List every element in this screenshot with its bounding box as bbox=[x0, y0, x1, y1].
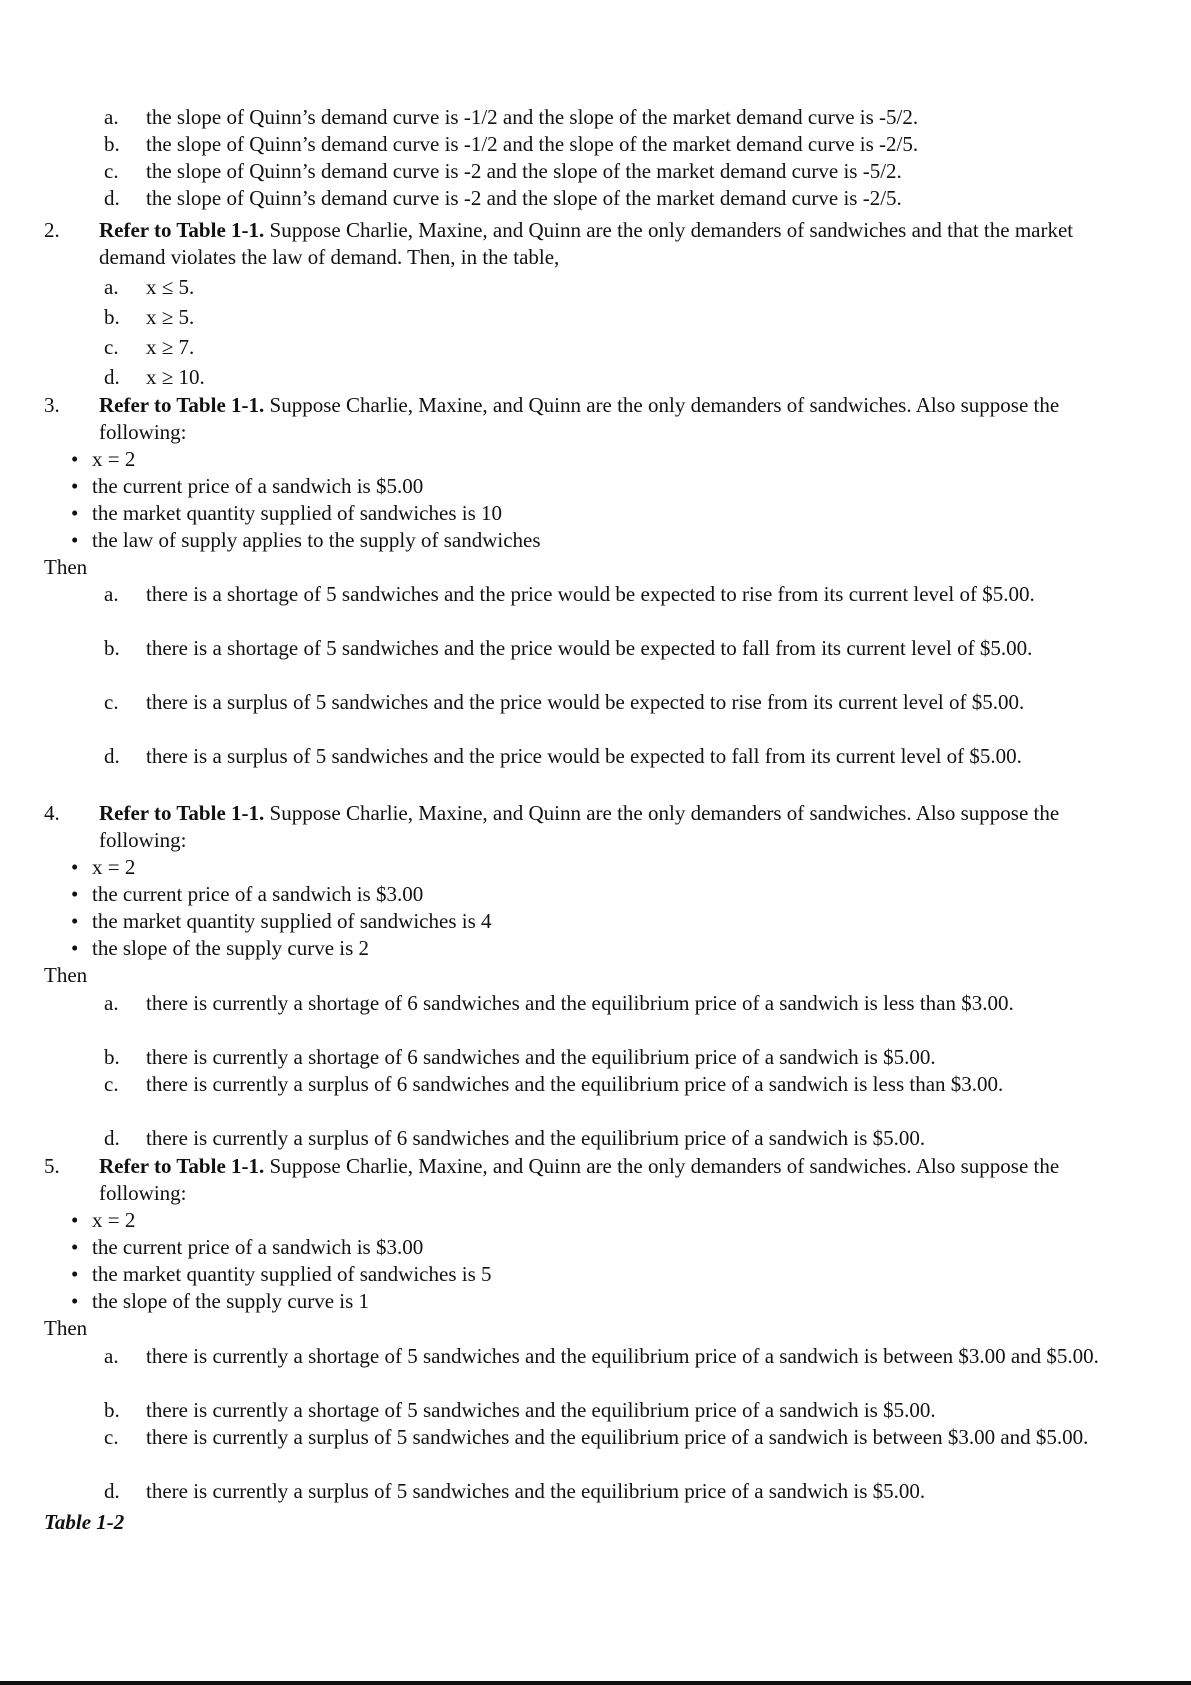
question-5 bbox=[0, 1153, 1191, 1342]
option-letter: c. bbox=[104, 335, 119, 359]
q3-option-c bbox=[0, 689, 1191, 716]
table-label: Table 1-2 bbox=[44, 1510, 125, 1534]
option-letter: a. bbox=[104, 1344, 119, 1368]
question-stem bbox=[0, 392, 1191, 446]
option-text: there is currently a shortage of 6 sandwiches and the equilibrium price of a sandwich is $5.00. bbox=[146, 1045, 936, 1069]
bullet-text: the law of supply applies to the supply of sandwiches bbox=[92, 528, 541, 552]
q5-bullet bbox=[0, 1261, 1191, 1288]
option-text: the slope of Quinn’s demand curve is -1/2 and the slope of the market demand curve is -5/2. bbox=[146, 105, 919, 129]
option-letter: d. bbox=[104, 744, 120, 768]
question-number: 4. bbox=[44, 801, 60, 825]
q3-bullet bbox=[0, 446, 1191, 473]
q3-option-b bbox=[0, 635, 1191, 662]
question-4 bbox=[0, 800, 1191, 989]
option-letter: a. bbox=[104, 105, 119, 129]
option-letter: d. bbox=[104, 365, 120, 389]
bullet-text: the current price of a sandwich is $5.00 bbox=[92, 474, 424, 498]
option-text: there is a shortage of 5 sandwiches and the price would be expected to rise from its current level of $5.00. bbox=[146, 582, 1035, 606]
option-text: there is currently a shortage of 5 sandwiches and the equilibrium price of a sandwich is between $3.00 and $5.00. bbox=[146, 1344, 1099, 1368]
option-text: there is currently a surplus of 6 sandwiches and the equilibrium price of a sandwich is $5.00. bbox=[146, 1126, 926, 1150]
question-stem bbox=[0, 800, 1191, 854]
question-text: Suppose Charlie, Maxine, and Quinn are the only demanders of sandwiches. Also suppose the following: bbox=[99, 1154, 1060, 1205]
q4-bullet bbox=[0, 854, 1191, 881]
option-letter: a. bbox=[104, 582, 119, 606]
then-label: Then bbox=[44, 555, 88, 579]
bullet-text: the current price of a sandwich is $3.00 bbox=[92, 882, 424, 906]
q5-option-c bbox=[0, 1424, 1191, 1451]
option-text: there is currently a surplus of 5 sandwiches and the equilibrium price of a sandwich is between $3.00 and $5.00. bbox=[146, 1425, 1089, 1449]
q5-option-a bbox=[0, 1343, 1191, 1370]
option-text: x ≥ 7. bbox=[146, 335, 195, 359]
option-letter: b. bbox=[104, 1398, 120, 1422]
option-letter: d. bbox=[104, 1126, 120, 1150]
q4-bullet bbox=[0, 881, 1191, 908]
bullet-text: the market quantity supplied of sandwiches is 10 bbox=[92, 501, 503, 525]
q4-options bbox=[0, 990, 1191, 1017]
q4-option-d bbox=[0, 1125, 1191, 1152]
bullet-dot: • bbox=[71, 936, 79, 960]
bullet-dot: • bbox=[71, 882, 79, 906]
option-text: the slope of Quinn’s demand curve is -2 and the slope of the market demand curve is -2/5. bbox=[146, 186, 902, 210]
option-letter: c. bbox=[104, 1072, 119, 1096]
q2-option-b bbox=[0, 304, 1191, 331]
q5-bullet bbox=[0, 1207, 1191, 1234]
bullet-dot: • bbox=[71, 474, 79, 498]
q1-option-a bbox=[0, 104, 1191, 131]
page-bottom-border bbox=[0, 1681, 1191, 1685]
q5-options bbox=[0, 1478, 1191, 1505]
option-letter: c. bbox=[104, 159, 119, 183]
q2-option-c bbox=[0, 334, 1191, 361]
bullet-text: x = 2 bbox=[92, 447, 136, 471]
q4-bullet bbox=[0, 935, 1191, 962]
q5-bullet bbox=[0, 1234, 1191, 1261]
q4-options bbox=[0, 1125, 1191, 1152]
option-text: there is currently a surplus of 5 sandwiches and the equilibrium price of a sandwich is $5.00. bbox=[146, 1479, 926, 1503]
option-text: there is a surplus of 5 sandwiches and the price would be expected to fall from its current level of $5.00. bbox=[146, 744, 1022, 768]
q3-options bbox=[0, 689, 1191, 716]
question-text: Suppose Charlie, Maxine, and Quinn are the only demanders of sandwiches. Also suppose the following: bbox=[99, 393, 1060, 444]
q2-option-d bbox=[0, 364, 1191, 391]
table-label-block bbox=[0, 1509, 1191, 1536]
option-letter: b. bbox=[104, 132, 120, 156]
q3-option-d bbox=[0, 743, 1191, 770]
q5-options bbox=[0, 1397, 1191, 1451]
q1-option-c bbox=[0, 158, 1191, 185]
q5-option-d bbox=[0, 1478, 1191, 1505]
question-lead: Refer to Table 1-1. bbox=[99, 218, 265, 242]
bullet-dot: • bbox=[71, 1235, 79, 1259]
q1-option-b bbox=[0, 131, 1191, 158]
q3-options bbox=[0, 743, 1191, 770]
q4-option-c bbox=[0, 1071, 1191, 1098]
question-lead: Refer to Table 1-1. bbox=[99, 801, 265, 825]
option-letter: c. bbox=[104, 1425, 119, 1449]
bullet-text: the market quantity supplied of sandwiches is 4 bbox=[92, 909, 492, 933]
bullet-dot: • bbox=[71, 1262, 79, 1286]
option-letter: a. bbox=[104, 275, 119, 299]
option-letter: d. bbox=[104, 1479, 120, 1503]
option-letter: d. bbox=[104, 186, 120, 210]
question-2 bbox=[0, 217, 1191, 391]
bullet-dot: • bbox=[71, 447, 79, 471]
bullet-dot: • bbox=[71, 501, 79, 525]
option-text: x ≥ 5. bbox=[146, 305, 195, 329]
bullet-text: the market quantity supplied of sandwiches is 5 bbox=[92, 1262, 492, 1286]
question-number: 2. bbox=[44, 218, 60, 242]
bullet-dot: • bbox=[71, 1208, 79, 1232]
q5-option-b bbox=[0, 1397, 1191, 1424]
option-letter: a. bbox=[104, 991, 119, 1015]
q3-options bbox=[0, 581, 1191, 608]
option-text: there is a surplus of 5 sandwiches and the price would be expected to rise from its current level of $5.00. bbox=[146, 690, 1025, 714]
question-3 bbox=[0, 392, 1191, 581]
q3-bullet bbox=[0, 473, 1191, 500]
question-number: 3. bbox=[44, 393, 60, 417]
q5-options bbox=[0, 1343, 1191, 1370]
bullet-dot: • bbox=[71, 1289, 79, 1313]
option-text: there is currently a shortage of 6 sandwiches and the equilibrium price of a sandwich is less than $3.00. bbox=[146, 991, 1014, 1015]
q3-bullet bbox=[0, 500, 1191, 527]
q4-bullet bbox=[0, 908, 1191, 935]
bullet-text: the slope of the supply curve is 1 bbox=[92, 1289, 370, 1313]
bullet-text: x = 2 bbox=[92, 855, 136, 879]
option-letter: c. bbox=[104, 690, 119, 714]
option-letter: b. bbox=[104, 1045, 120, 1069]
question-number: 5. bbox=[44, 1154, 60, 1178]
question-text: Suppose Charlie, Maxine, and Quinn are the only demanders of sandwiches and that the market demand violates the law of demand. Then, in the table, bbox=[99, 218, 1074, 269]
q5-bullet bbox=[0, 1288, 1191, 1315]
bullet-text: the slope of the supply curve is 2 bbox=[92, 936, 370, 960]
question-lead: Refer to Table 1-1. bbox=[99, 1154, 265, 1178]
option-text: x ≥ 10. bbox=[146, 365, 205, 389]
option-text: there is currently a surplus of 6 sandwiches and the equilibrium price of a sandwich is less than $3.00. bbox=[146, 1072, 1004, 1096]
option-letter: b. bbox=[104, 305, 120, 329]
option-text: there is currently a shortage of 5 sandwiches and the equilibrium price of a sandwich is $5.00. bbox=[146, 1398, 936, 1422]
option-text: x ≤ 5. bbox=[146, 275, 195, 299]
question-stem bbox=[0, 1153, 1191, 1207]
q2-option-a bbox=[0, 274, 1191, 301]
then-label: Then bbox=[44, 963, 88, 987]
option-text: the slope of Quinn’s demand curve is -2 and the slope of the market demand curve is -5/2. bbox=[146, 159, 902, 183]
option-letter: b. bbox=[104, 636, 120, 660]
question-lead: Refer to Table 1-1. bbox=[99, 393, 265, 417]
q4-options bbox=[0, 1044, 1191, 1098]
bullet-dot: • bbox=[71, 528, 79, 552]
question-stem bbox=[0, 217, 1191, 271]
bullet-text: x = 2 bbox=[92, 1208, 136, 1232]
then-label: Then bbox=[44, 1316, 88, 1340]
q1-option-d bbox=[0, 185, 1191, 212]
bullet-dot: • bbox=[71, 855, 79, 879]
q4-option-b bbox=[0, 1044, 1191, 1071]
bullet-dot: • bbox=[71, 909, 79, 933]
q3-option-a bbox=[0, 581, 1191, 608]
bullet-text: the current price of a sandwich is $3.00 bbox=[92, 1235, 424, 1259]
q4-option-a bbox=[0, 990, 1191, 1017]
q3-bullet bbox=[0, 527, 1191, 554]
q3-options bbox=[0, 635, 1191, 662]
question-text: Suppose Charlie, Maxine, and Quinn are the only demanders of sandwiches. Also suppose the following: bbox=[99, 801, 1060, 852]
option-text: the slope of Quinn’s demand curve is -1/2 and the slope of the market demand curve is -2/5. bbox=[146, 132, 919, 156]
option-text: there is a shortage of 5 sandwiches and the price would be expected to fall from its current level of $5.00. bbox=[146, 636, 1033, 660]
q1-options bbox=[0, 104, 1191, 212]
